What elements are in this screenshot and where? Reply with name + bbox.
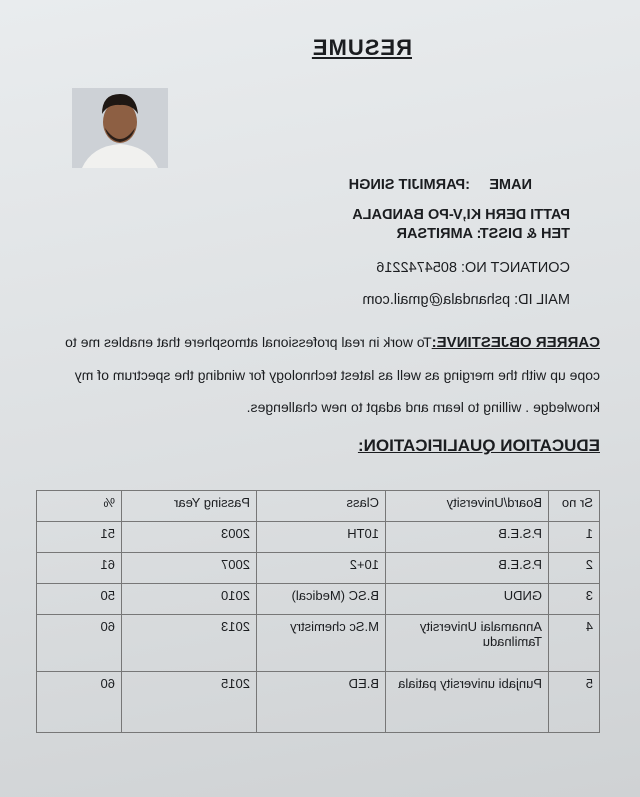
cell-class: B.ED bbox=[257, 672, 386, 733]
email-address: MAIL ID: pshandala@gmail.com bbox=[362, 292, 570, 308]
cell-sr-no: 2 bbox=[549, 553, 600, 584]
education-heading: EDUCATION QUALIFICATION: bbox=[357, 436, 600, 455]
resume-title: RESUME bbox=[311, 35, 412, 60]
name-value: :PARMIJIT SINGH bbox=[348, 177, 470, 193]
cell-sr-no: 1 bbox=[549, 522, 600, 553]
contact-number: CONTANCT NO: 8054742216 bbox=[376, 260, 570, 276]
cell-sr-no: 4 bbox=[549, 615, 600, 672]
cell-board: P.S.E.B bbox=[386, 522, 549, 553]
cell-class: 10+2 bbox=[257, 553, 386, 584]
cell-passing-year: 2007 bbox=[122, 553, 257, 584]
cell-class: M.Sc chemistry bbox=[257, 615, 386, 672]
cell-percent: 61 bbox=[37, 553, 122, 584]
header-board: Board/University bbox=[386, 491, 549, 522]
cell-passing-year: 2010 bbox=[122, 584, 257, 615]
career-objective bbox=[40, 326, 600, 423]
cell-sr-no: 3 bbox=[549, 584, 600, 615]
table-header-row bbox=[37, 491, 600, 522]
education-table bbox=[36, 490, 600, 733]
objective-heading: CARRER OBJESTINVE: bbox=[431, 334, 600, 351]
cell-board: GNDU bbox=[386, 584, 549, 615]
cell-passing-year: 2003 bbox=[122, 522, 257, 553]
cell-class: 10TH bbox=[257, 522, 386, 553]
cell-board: Punjabi university patiala bbox=[386, 672, 549, 733]
table-row bbox=[37, 522, 600, 553]
name-label: NAME bbox=[489, 177, 532, 193]
cell-class: B.SC (Medical) bbox=[257, 584, 386, 615]
cell-passing-year: 2015 bbox=[122, 672, 257, 733]
cell-percent: 60 bbox=[37, 672, 122, 733]
address-line-2: TEH & DISST: AMRITSAR bbox=[396, 226, 570, 242]
header-passing-year: Passing Year bbox=[122, 491, 257, 522]
table-row bbox=[37, 584, 600, 615]
objective-text: To work in real professional atmosphere that enables me to cope up with the merging as well as latest technology for winding the spectrum of my knowledge . willing to learn and adapt to new challenges. bbox=[65, 334, 600, 415]
table-row bbox=[37, 672, 600, 733]
header-percent: % bbox=[37, 491, 122, 522]
cell-board: P.S.E.B bbox=[386, 553, 549, 584]
header-class: Class bbox=[257, 491, 386, 522]
cell-percent: 60 bbox=[37, 615, 122, 672]
cell-percent: 51 bbox=[37, 522, 122, 553]
table-row bbox=[37, 615, 600, 672]
cell-percent: 50 bbox=[37, 584, 122, 615]
cell-board: Annamalai University Tamilnadu bbox=[386, 615, 549, 672]
table-row bbox=[37, 553, 600, 584]
header-sr-no: Sr no bbox=[549, 491, 600, 522]
address-line-1: PATTI DERH KI,V-PO BANDALA bbox=[352, 207, 570, 223]
cell-passing-year: 2013 bbox=[122, 615, 257, 672]
cell-sr-no: 5 bbox=[549, 672, 600, 733]
profile-photo bbox=[72, 88, 168, 168]
